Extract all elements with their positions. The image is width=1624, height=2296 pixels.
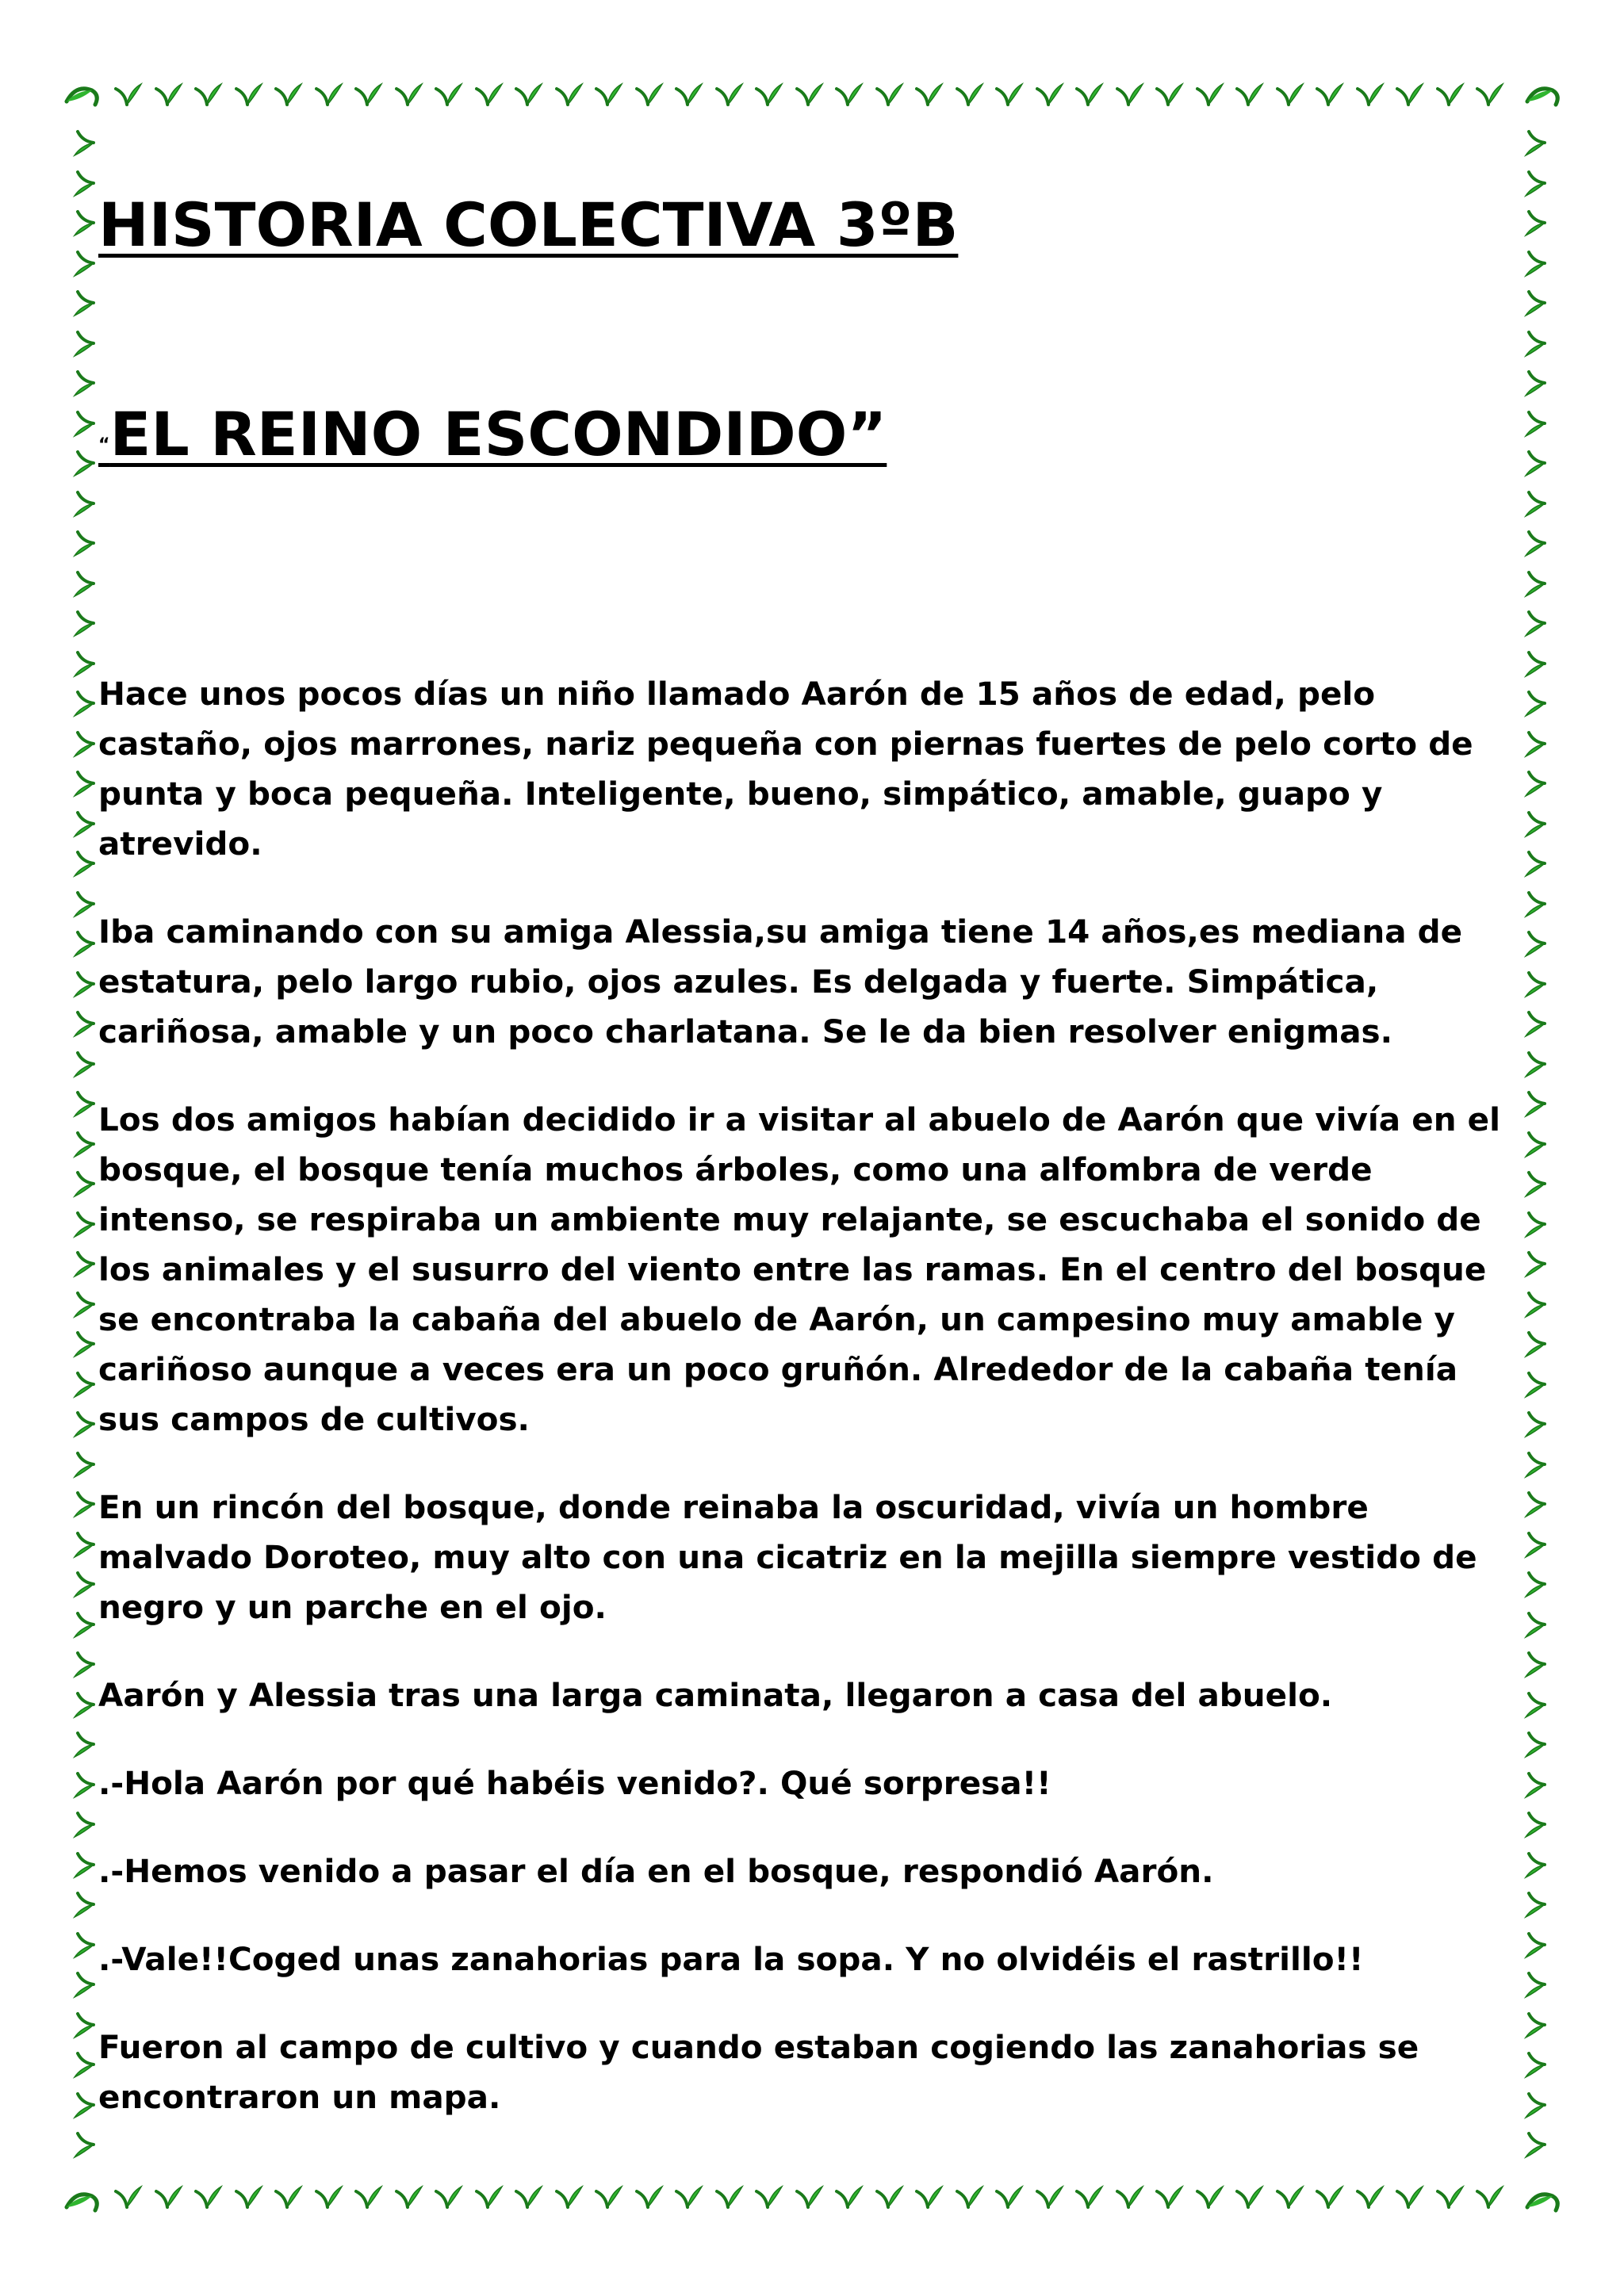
- leaf-icon: [1526, 332, 1545, 356]
- leaf-icon: [316, 84, 342, 105]
- leaf-icon: [1526, 372, 1545, 396]
- leaf-icon: [356, 84, 381, 105]
- leaf-icon: [156, 2187, 182, 2207]
- leaf-icon: [75, 1253, 94, 1276]
- leaf-icon: [516, 2187, 542, 2207]
- leaf-icon: [957, 84, 982, 105]
- leaf-icon: [75, 1173, 94, 1196]
- leaf-icon: [557, 84, 582, 105]
- leaf-icon: [1477, 2187, 1503, 2207]
- leaf-icon: [1526, 292, 1545, 316]
- leaf-icon: [1317, 84, 1342, 105]
- leaf-icon: [1526, 1493, 1545, 1517]
- leaf-icon: [1077, 2187, 1102, 2207]
- leaf-icon: [1526, 1813, 1545, 1837]
- leaf-icon: [436, 2187, 462, 2207]
- leaf-icon: [75, 1373, 94, 1397]
- story-paragraph: Fueron al campo de cultivo y cuando estaban cogiendo las zanahorias se encontraron un mapa.: [98, 2028, 1419, 2116]
- leaf-icon: [557, 2187, 582, 2207]
- leaf-icon: [1526, 772, 1545, 796]
- story-paragraph: Los dos amigos habían decidido ir a visitar al abuelo de Aarón que vivía en el bosque, el bosque tenía muchos árboles, como una alfombra de verde intenso, se respiraba un ambiente muy relajante, se escuchaba el sonido de los animales y el susurro del viento entre las ramas. En el centro del bosque se encontraba la cabaña del abuelo de Aarón, un campesino muy amable y cariñoso aunque a veces era un poco gruñón. Alrededor de la cabaña tenía sus campos de cultivos.: [98, 1100, 1500, 1438]
- leaf-icon: [1526, 172, 1545, 196]
- leaf-icon: [75, 1093, 94, 1116]
- leaf-icon: [1526, 572, 1545, 596]
- leaf-icon: [1526, 1453, 1545, 1477]
- leaf-icon: [116, 2187, 141, 2207]
- leaf-icon: [717, 2187, 742, 2207]
- leaf-icon: [1526, 692, 1545, 716]
- leaf-icon: [516, 84, 542, 105]
- leaf-icon: [396, 2187, 422, 2207]
- leaf-icon: [1157, 2187, 1182, 2207]
- leaf-icon: [1526, 252, 1545, 276]
- document-title: HISTORIA COLECTIVA 3ºB: [98, 189, 959, 260]
- leaf-icon: [1526, 212, 1545, 235]
- leaf-icon: [997, 84, 1022, 105]
- leaf-icon: [917, 84, 942, 105]
- story-title: [98, 400, 887, 469]
- leaf-icon: [756, 84, 782, 105]
- story-paragraph: Hace unos pocos días un niño llamado Aarón de 15 años de edad, pelo castaño, ojos marrones, nariz pequeña con piernas fuertes de pelo corto de punta y boca pequeña. Inteligente, bueno, simpático, amable, guapo y atrevido.: [98, 675, 1473, 863]
- leaf-icon: [116, 84, 141, 105]
- leaf-icon: [75, 1934, 94, 1957]
- leaf-icon: [1526, 412, 1545, 436]
- leaf-icon: [1526, 1253, 1545, 1276]
- leaf-icon: [75, 1053, 94, 1077]
- leaf-icon: [1526, 132, 1545, 155]
- leaf-icon: [75, 372, 94, 396]
- leaf-icon: [1526, 893, 1545, 916]
- leaf-icon: [75, 1693, 94, 1717]
- leaf-icon: [75, 1012, 94, 1036]
- leaf-icon: [75, 1213, 94, 1237]
- leaf-icon: [75, 212, 94, 235]
- leaf-icon: [75, 2094, 94, 2118]
- leaf-icon: [75, 652, 94, 676]
- leaf-icon: [75, 132, 94, 155]
- leaf-icon: [1526, 2014, 1545, 2038]
- leaf-icon: [797, 84, 822, 105]
- leaf-icon: [1526, 1053, 1545, 1077]
- leaf-icon: [596, 84, 622, 105]
- leaf-icon: [75, 733, 94, 756]
- leaf-icon: [717, 84, 742, 105]
- leaf-icon: [1526, 1213, 1545, 1237]
- leaf-icon: [75, 532, 94, 556]
- leaf-icon: [1526, 1653, 1545, 1677]
- leaf-icon: [75, 492, 94, 516]
- leaf-icon: [1197, 2187, 1223, 2207]
- leaf-icon: [1077, 84, 1102, 105]
- leaf-icon: [75, 932, 94, 956]
- leaf-icon: [236, 84, 262, 105]
- corner-bottom-left-icon: [67, 2195, 97, 2210]
- leaf-icon: [637, 84, 662, 105]
- leaf-icon: [1237, 2187, 1262, 2207]
- leaf-icon: [1526, 1093, 1545, 1116]
- leaf-icon: [1526, 1573, 1545, 1597]
- leaf-icon: [1526, 1893, 1545, 1917]
- border-top-leaves: [116, 84, 1503, 105]
- leaf-icon: [75, 292, 94, 316]
- leaf-icon: [75, 1293, 94, 1317]
- leaf-icon: [1526, 1613, 1545, 1637]
- leaf-icon: [1277, 84, 1303, 105]
- leaf-icon: [436, 84, 462, 105]
- leaf-icon: [1526, 1693, 1545, 1717]
- corner-bottom-right-icon: [1527, 2195, 1557, 2210]
- leaf-icon: [75, 1453, 94, 1477]
- leaf-icon: [1526, 2133, 1545, 2157]
- story-paragraph: En un rincón del bosque, donde reinaba la oscuridad, vivía un hombre malvado Doroteo, muy alto con una cicatriz en la mejilla siempre vestido de negro y un parche en el ojo.: [98, 1488, 1477, 1626]
- story-title-open-quote: “: [98, 435, 110, 455]
- leaf-icon: [1526, 452, 1545, 476]
- leaf-icon: [75, 572, 94, 596]
- leaf-icon: [316, 2187, 342, 2207]
- leaf-icon: [1526, 1934, 1545, 1957]
- leaf-icon: [1526, 1293, 1545, 1317]
- leaf-icon: [236, 2187, 262, 2207]
- leaf-icon: [75, 612, 94, 636]
- leaf-icon: [1526, 932, 1545, 956]
- leaf-icon: [1277, 2187, 1303, 2207]
- leaf-icon: [477, 2187, 502, 2207]
- leaf-icon: [877, 84, 902, 105]
- leaf-icon: [75, 852, 94, 876]
- leaf-icon: [1526, 1173, 1545, 1196]
- leaf-icon: [1358, 2187, 1383, 2207]
- leaf-icon: [797, 2187, 822, 2207]
- leaf-icon: [1526, 813, 1545, 836]
- leaf-icon: [75, 1973, 94, 1997]
- leaf-icon: [75, 1893, 94, 1917]
- leaf-icon: [75, 1533, 94, 1557]
- story-paragraph: .-Hemos venido a pasar el día en el bosque, respondió Aarón.: [98, 1852, 1214, 1890]
- leaf-icon: [75, 1613, 94, 1637]
- story-text: [98, 669, 1526, 2160]
- leaf-icon: [75, 2053, 94, 2077]
- leaf-icon: [1526, 1854, 1545, 1877]
- leaf-icon: [1526, 1133, 1545, 1157]
- leaf-icon: [75, 452, 94, 476]
- leaf-icon: [1438, 84, 1463, 105]
- leaf-icon: [676, 84, 702, 105]
- leaf-icon: [75, 1653, 94, 1677]
- border-right-leaves: [1526, 132, 1545, 2157]
- leaf-icon: [917, 2187, 942, 2207]
- leaf-icon: [837, 84, 862, 105]
- leaf-icon: [1526, 492, 1545, 516]
- leaf-icon: [75, 1733, 94, 1757]
- leaf-icon: [1526, 1533, 1545, 1557]
- document-body: [98, 189, 1526, 2116]
- leaf-icon: [75, 332, 94, 356]
- leaf-icon: [1526, 612, 1545, 636]
- leaf-icon: [196, 84, 221, 105]
- story-paragraph: Iba caminando con su amiga Alessia,su amiga tiene 14 años,es mediana de estatura, pelo largo rubio, ojos azules. Es delgada y fuerte. Simpática, cariñosa, amable y un poco charlatana. Se le da bien resolver enigmas.: [98, 913, 1463, 1050]
- leaf-icon: [1037, 84, 1063, 105]
- leaf-icon: [75, 1413, 94, 1437]
- leaf-icon: [676, 2187, 702, 2207]
- leaf-icon: [957, 2187, 982, 2207]
- leaf-icon: [1526, 1973, 1545, 1997]
- corner-top-left-icon: [67, 89, 97, 105]
- leaf-icon: [1037, 2187, 1063, 2207]
- leaf-icon: [196, 2187, 221, 2207]
- leaf-icon: [276, 2187, 301, 2207]
- leaf-icon: [356, 2187, 381, 2207]
- leaf-icon: [75, 1493, 94, 1517]
- leaf-icon: [75, 692, 94, 716]
- leaf-icon: [997, 2187, 1022, 2207]
- border-bottom-leaves: [116, 2187, 1503, 2207]
- leaf-icon: [1317, 2187, 1342, 2207]
- leaf-icon: [1526, 852, 1545, 876]
- leaf-icon: [837, 2187, 862, 2207]
- leaf-icon: [1237, 84, 1262, 105]
- corner-top-right-icon: [1527, 89, 1557, 105]
- leaf-icon: [1526, 652, 1545, 676]
- leaf-icon: [1526, 1373, 1545, 1397]
- border-left-leaves: [75, 132, 94, 2157]
- leaf-icon: [596, 2187, 622, 2207]
- leaf-icon: [1397, 2187, 1423, 2207]
- leaf-icon: [1117, 2187, 1143, 2207]
- leaf-icon: [75, 1573, 94, 1597]
- leaf-icon: [1526, 1774, 1545, 1797]
- leaf-icon: [75, 2014, 94, 2038]
- leaf-icon: [1438, 2187, 1463, 2207]
- leaf-icon: [1526, 973, 1545, 997]
- leaf-icon: [1358, 84, 1383, 105]
- leaf-icon: [75, 172, 94, 196]
- story-paragraph: .-Hola Aarón por qué habéis venido?. Qué sorpresa!!: [98, 1764, 1051, 1802]
- leaf-icon: [75, 1774, 94, 1797]
- leaf-icon: [1397, 84, 1423, 105]
- story-paragraph: Aarón y Alessia tras una larga caminata, llegaron a casa del abuelo.: [98, 1676, 1333, 1714]
- leaf-icon: [75, 1813, 94, 1837]
- leaf-icon: [75, 252, 94, 276]
- leaf-icon: [1526, 1733, 1545, 1757]
- leaf-icon: [1526, 532, 1545, 556]
- leaf-icon: [75, 893, 94, 916]
- leaf-icon: [877, 2187, 902, 2207]
- leaf-icon: [1157, 84, 1182, 105]
- leaf-icon: [637, 2187, 662, 2207]
- leaf-icon: [75, 1133, 94, 1157]
- leaf-icon: [75, 412, 94, 436]
- leaf-icon: [75, 973, 94, 997]
- leaf-icon: [75, 2133, 94, 2157]
- leaf-icon: [1526, 2094, 1545, 2118]
- leaf-icon: [1477, 84, 1503, 105]
- leaf-icon: [756, 2187, 782, 2207]
- leaf-icon: [75, 772, 94, 796]
- leaf-icon: [75, 1333, 94, 1357]
- story-title-text: EL REINO ESCONDIDO”: [109, 399, 887, 469]
- leaf-icon: [1526, 733, 1545, 756]
- leaf-icon: [1526, 1333, 1545, 1357]
- leaf-icon: [75, 1854, 94, 1877]
- leaf-icon: [75, 813, 94, 836]
- leaf-icon: [1526, 1413, 1545, 1437]
- leaf-icon: [156, 84, 182, 105]
- leaf-icon: [1197, 84, 1223, 105]
- leaf-icon: [1526, 2053, 1545, 2077]
- leaf-icon: [276, 84, 301, 105]
- leaf-icon: [1526, 1012, 1545, 1036]
- leaf-icon: [477, 84, 502, 105]
- leaf-icon: [396, 84, 422, 105]
- story-paragraph: .-Vale!!Coged unas zanahorias para la sopa. Y no olvidéis el rastrillo!!: [98, 1940, 1364, 1978]
- leaf-icon: [1117, 84, 1143, 105]
